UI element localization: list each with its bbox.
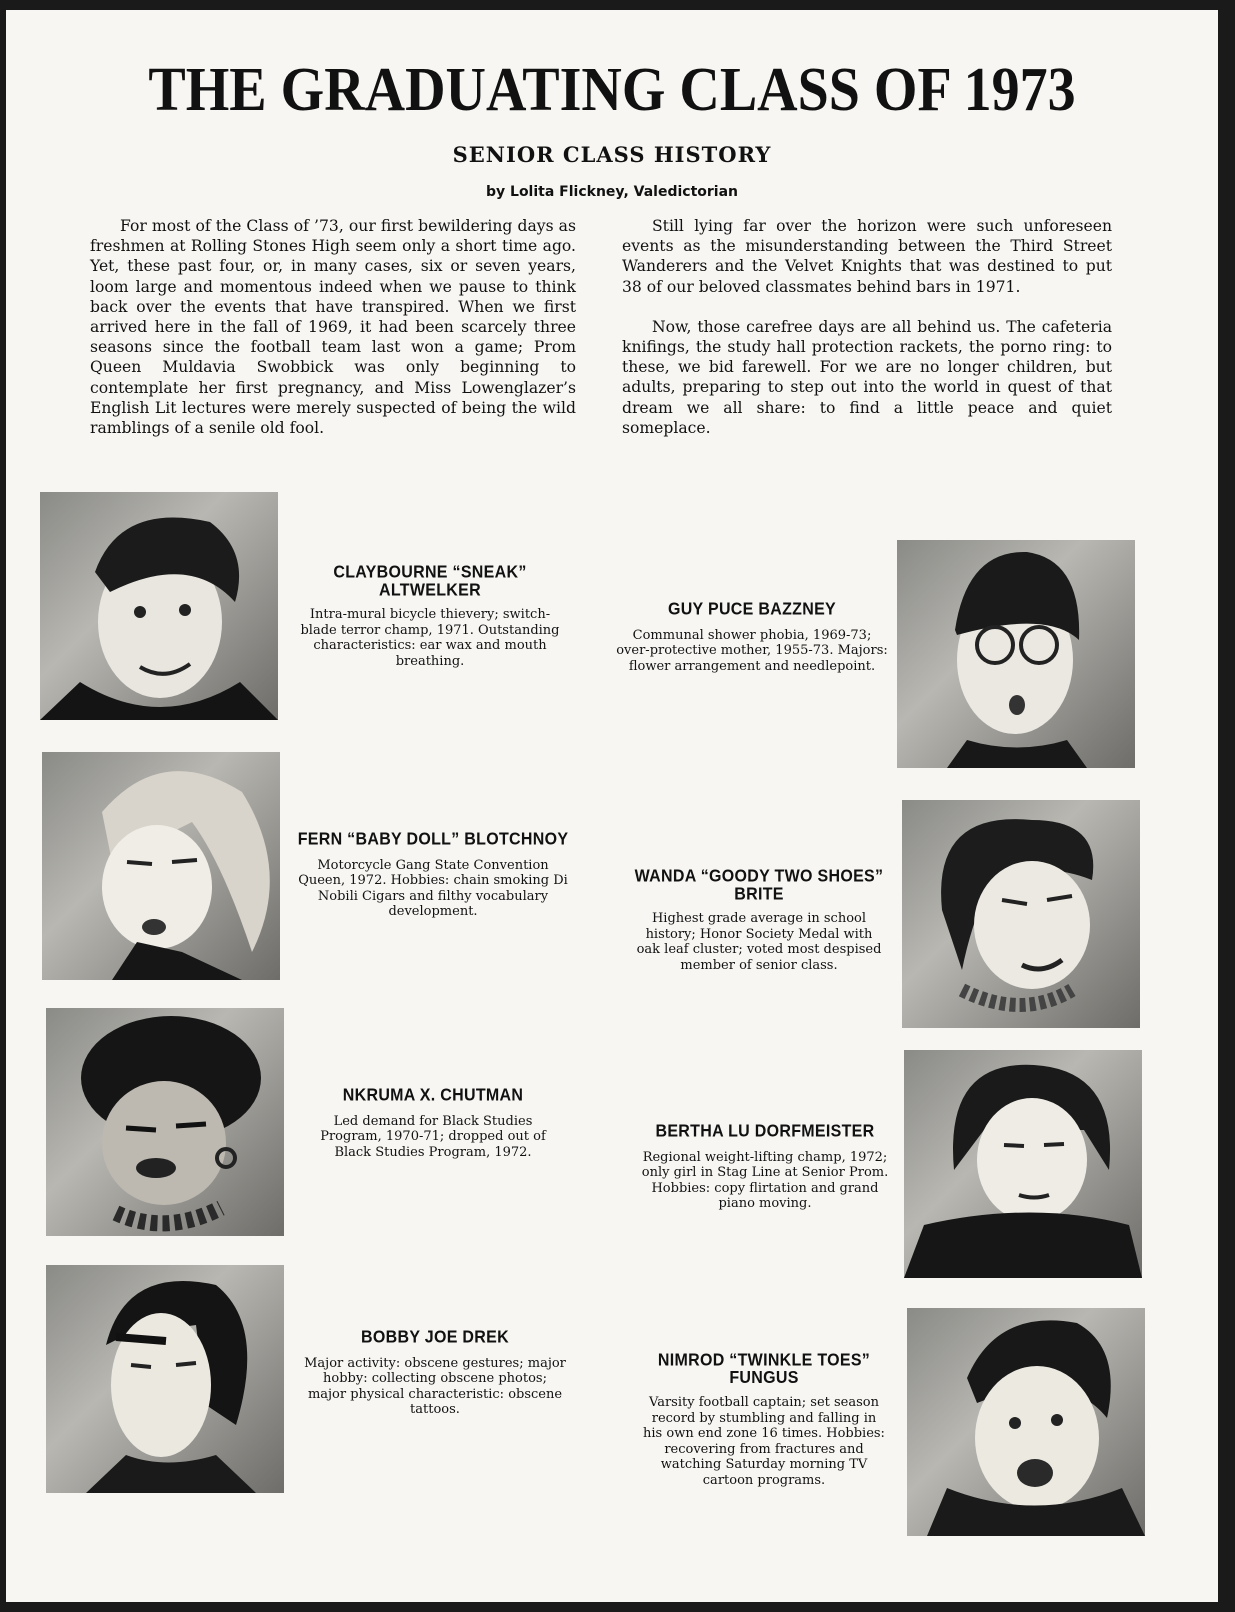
student-name: WANDA “GOODY TWO SHOES” BRITE <box>634 867 884 904</box>
portrait-fungus <box>907 1308 1145 1536</box>
student-description: Major activity: obscene gestures; major hobby: collecting obscene photos; major physical characteristic: obscene tattoos. <box>304 1355 566 1417</box>
article-column-right <box>622 216 1112 458</box>
student-description: Highest grade average in school history; Honor Society Medal with oak leaf cluster; voted most despised member of senior class. <box>636 911 882 973</box>
student-name: GUY PUCE BAZZNEY <box>667 600 837 619</box>
article-paragraph: Now, those carefree days are all behind us. The cafeteria knifings, the study hall protection rackets, the porno ring: to these, we bid farewell. For we are no longer children, but adults, preparing to step out into the world in quest of that dream we all share: to find a little peace and quiet someplace. <box>622 317 1112 437</box>
student-entry <box>284 563 576 669</box>
byline: by Lolita Flickney, Valedictorian <box>486 184 738 200</box>
portrait-blotchnoy <box>42 752 280 980</box>
page <box>6 10 1218 1602</box>
student-entry <box>288 832 578 920</box>
student-description: Intra-mural bicycle thievery; switch-blade terror champ, 1971. Outstanding characteristics: ear wax and mouth breathing. <box>300 607 560 669</box>
article-paragraph: Still lying far over the horizon were such unforeseen events as the misunderstanding between the Third Street Wanderers and the Velvet Knights that was destined to put 38 of our beloved classmates behind bars in 1971. <box>622 217 1112 296</box>
page-subtitle: SENIOR CLASS HISTORY <box>452 142 772 167</box>
student-entry <box>618 867 900 973</box>
student-name: NKRUMA X. CHUTMAN <box>342 1086 524 1105</box>
student-name: FERN “BABY DOLL” BLOTCHNOY <box>297 830 569 849</box>
student-name: BOBBY JOE DREK <box>361 1328 509 1347</box>
student-description: Regional weight-lifting champ, 1972; only girl in Stag Line at Senior Prom. Hobbies: copy flirtation and grand piano moving. <box>641 1149 889 1211</box>
article-paragraph: For most of the Class of ’73, our first bewildering days as freshmen at Rolling Stones High seem only a short time ago. Yet, these past four, or, in many cases, six or seven years, loom large and momentous indeed when we pause to think back over the events that have transpired. When we first arrived here in the fall of 1969, it had been scarcely three seasons since the football team last won a game; Prom Queen Muldavia Swobbick was only beginning to contemplate her first pregnancy, and Miss Lowenglazer’s English Lit lectures were merely suspected of being the wild ramblings of a senile old fool. <box>90 217 576 438</box>
portrait-drek <box>46 1265 284 1493</box>
page-title: THE GRADUATING CLASS OF 1973 <box>148 55 1076 125</box>
student-description: Communal shower phobia, 1969-73; over-protective mother, 1955-73. Majors: flower arrangement and needlepoint. <box>616 627 888 674</box>
student-entry <box>612 602 892 674</box>
student-description: Led demand for Black Studies Program, 1970-71; dropped out of Black Studies Program, 1972. <box>320 1113 546 1160</box>
student-description: Motorcycle Gang State Convention Queen, 1972. Hobbies: chain smoking Di Nobili Cigars and filthy vocabulary development. <box>298 857 568 919</box>
article-column-left <box>90 216 576 458</box>
student-description: Varsity football captain; set season record by stumbling and falling in his own end zone 16 times. Hobbies: recovering from fractures and watching Saturday morning TV cartoon programs. <box>643 1395 885 1488</box>
student-entry <box>288 1088 578 1160</box>
portrait-chutman <box>46 1008 284 1236</box>
student-entry <box>292 1330 578 1418</box>
student-entry <box>634 1124 896 1212</box>
portrait-brite <box>902 800 1140 1028</box>
student-name: NIMROD “TWINKLE TOES” FUNGUS <box>657 1351 871 1388</box>
portrait-dorfmeister <box>904 1050 1142 1278</box>
student-name: CLAYBOURNE “SNEAK” ALTWELKER <box>333 563 527 600</box>
student-name: BERTHA LU DORFMEISTER <box>655 1122 875 1141</box>
student-entry <box>626 1351 902 1488</box>
portrait-bazzney <box>897 540 1135 768</box>
portrait-altwelker <box>40 492 278 720</box>
